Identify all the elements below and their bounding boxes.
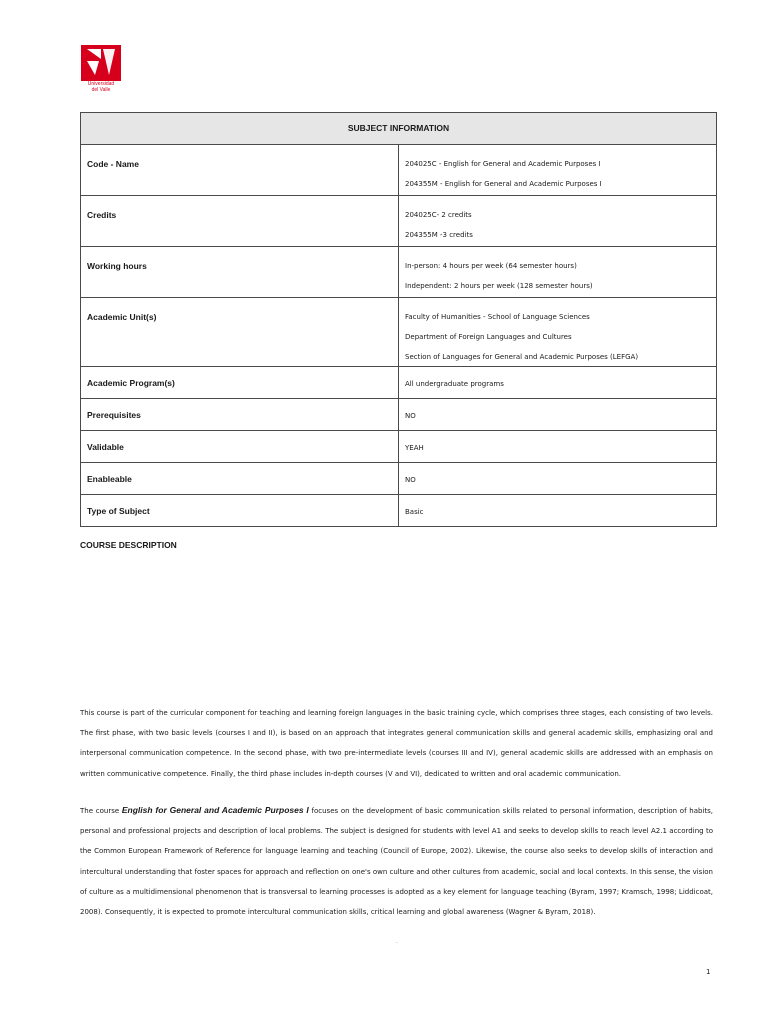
row-value [399, 247, 717, 298]
table-row-enableable [81, 463, 717, 495]
university-logo-icon [81, 45, 121, 81]
logo-line-2: del Valle [91, 87, 111, 93]
subject-info-table [80, 112, 717, 527]
course-description-title: COURSE DESCRIPTION [80, 540, 177, 550]
page-number: 1 [706, 968, 711, 976]
value-line: 204025C - English for General and Academic Purposes I [405, 160, 601, 168]
value-line: Independent: 2 hours per week (128 semester hours) [405, 282, 593, 290]
logo-text [81, 81, 121, 93]
university-logo [81, 45, 121, 95]
paragraph-2-body: focuses on the development of basic communication skills related to personal information, description of habits, personal and professional projects and description of local problems. The subject is designed for students with level A1 and seeks to develop skills to reach level A2.1 according to the Common European Framework of Reference for language learning and teaching (Council of Europe, 2002). Likewise, the course also seeks to develop skills of interaction and intercultural understanding that foster spaces for approach and reflection on one's own culture and other cultures from academic, social and local contexts. In this sense, the vision of culture as a multidimensional phenomenon that is transversal to learning processes is adopted as a key element for language teaching (Byram, 1997; Kramsch, 1998; Liddicoat, 2008). Consequently, it is expected to promote intercultural communication skills, critical learning and global awareness (Wagner & Byram, 2018). [80, 807, 713, 917]
row-value [399, 367, 717, 399]
logo-line-1: Universidad [87, 81, 115, 87]
row-label: Type of Subject [81, 495, 399, 527]
course-name-emphasis: English for General and Academic Purposes I [121, 805, 309, 815]
value-line: Section of Languages for General and Academic Purposes (LEFGA) [405, 353, 639, 361]
value-line: 204025C- 2 credits [405, 211, 472, 219]
value-line: NO [405, 412, 416, 420]
paragraph-2-lead: The course [80, 807, 122, 815]
table-row-code-name [81, 145, 717, 196]
value-line: All undergraduate programs [405, 380, 504, 388]
row-label: Enableable [81, 463, 399, 495]
table-row-working-hours [81, 247, 717, 298]
table-row-academic-programs [81, 367, 717, 399]
row-value [399, 495, 717, 527]
value-line: YEAH [405, 444, 424, 452]
row-value [399, 463, 717, 495]
row-label: Prerequisites [81, 399, 399, 431]
row-label: Academic Unit(s) [81, 298, 399, 367]
value-line: Faculty of Humanities - School of Language Sciences [405, 313, 590, 321]
table-row-prerequisites [81, 399, 717, 431]
course-description-paragraph-2 [80, 800, 713, 922]
row-label: Validable [81, 431, 399, 463]
value-line: Department of Foreign Languages and Cultures [405, 333, 572, 341]
value-line: NO [405, 476, 416, 484]
row-label: Credits [81, 196, 399, 247]
course-description-paragraph-1: This course is part of the curricular component for teaching and learning foreign languages in the basic training cycle, which comprises three stages, each consisting of two levels. The first phase, with two basic levels (courses I and II), is based on an approach that integrates general communication skills and general academic skills, emphasizing oral and interpersonal communication competence. In the second phase, with two pre-intermediate levels (courses III and IV), general academic skills are addressed with an emphasis on written communicative competence. Finally, the third phase includes in-depth courses (V and VI), dedicated to written and oral academic communication. [80, 709, 713, 778]
separator-dot: . [396, 938, 398, 945]
table-header: SUBJECT INFORMATION [81, 113, 717, 145]
value-line: 204355M -3 credits [405, 231, 473, 239]
table-row-type-of-subject [81, 495, 717, 527]
row-value [399, 196, 717, 247]
row-label: Academic Program(s) [81, 367, 399, 399]
row-label: Code - Name [81, 145, 399, 196]
row-value [399, 145, 717, 196]
table-row-credits [81, 196, 717, 247]
table-row-academic-units [81, 298, 717, 367]
value-line: 204355M - English for General and Academic Purposes I [405, 180, 602, 188]
row-value [399, 298, 717, 367]
row-value [399, 399, 717, 431]
table-row-validable [81, 431, 717, 463]
row-label: Working hours [81, 247, 399, 298]
row-value [399, 431, 717, 463]
value-line: Basic [405, 508, 424, 516]
value-line: In-person: 4 hours per week (64 semester hours) [405, 262, 577, 270]
